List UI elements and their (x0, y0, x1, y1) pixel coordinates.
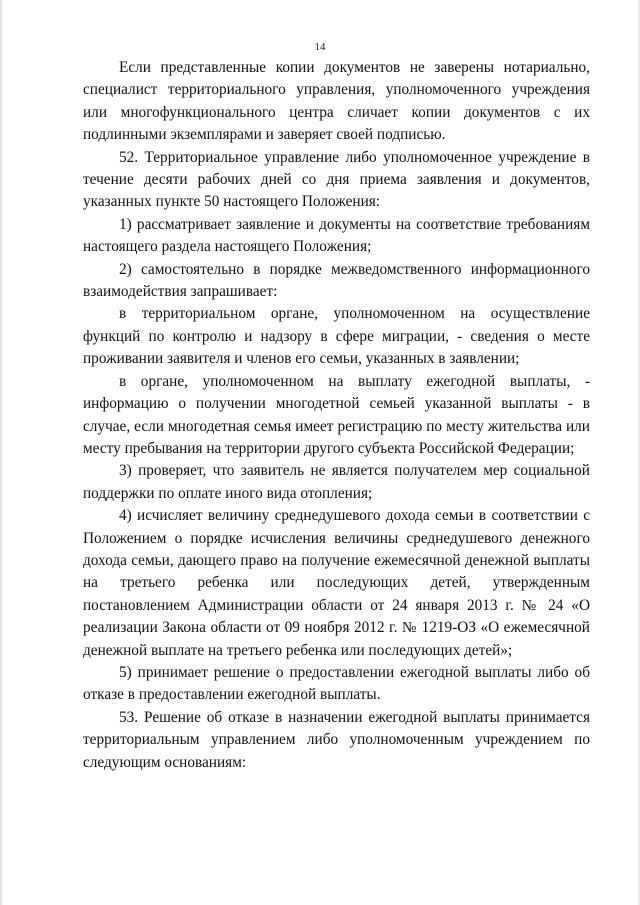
scan-edge-left (0, 0, 3, 905)
paragraph-52-item-4: 4) исчисляет величину среднедушевого дохода семьи в соответствии с Положением о порядке исчисления величины среднедушевого денежного дохода семьи, дающего право на получение ежемесячной денежной выплаты на третьего ребенка или последующих детей, утвержденным постановлением Администрации области от 24 января 2013 г. № 24 «О реализации Закона области от 09 ноября 2012 г. № 1219-ОЗ «О ежемесячной денежной выплате на третьего ребенка или последующих детей»; (83, 507, 590, 659)
paragraph-52-intro: 52. Территориальное управление либо уполномоченное учреждение в течение десяти рабочих дней со дня приема заявления и документов, указанных пункте 50 настоящего Положения: (83, 148, 590, 211)
paragraph-52-item-1: 1) рассматривает заявление и документы на соответствие требованиям настоящего раздела настоящего Положения; (83, 215, 590, 256)
paragraph-52-item-2: 2) самостоятельно в порядке межведомственного информационного взаимодействия запрашивает: (83, 260, 590, 301)
paragraph-copies-certification: Если представленные копии документов не заверены нотариально, специалист территориального управления, уполномоченного учреждения или многофункционального центра сличает копии документов с их подлинными экземплярами и заверяет своей подписью. (83, 59, 590, 144)
document-body (83, 57, 590, 774)
paragraph-52-item-5: 5) принимает решение о предоставлении ежегодной выплаты либо об отказе в предоставлении ежегодной выплаты. (83, 663, 590, 704)
page-number: 14 (314, 41, 326, 53)
paragraph-52-item-2-payment-body: в органе, уполномоченном на выплату ежегодной выплаты, - информацию о получении многодетной семьей указанной выплаты - в случае, если многодетная семья имеет регистрацию по месту жительства или месту пребывания на территории другого субъекта Российской Федерации; (83, 372, 590, 457)
paragraph-52-item-3: 3) проверяет, что заявитель не является получателем мер социальной поддержки по оплате иного вида отопления; (83, 462, 590, 502)
paragraph-53: 53. Решение об отказе в назначении ежегодной выплаты принимается территориальным управлением либо уполномоченным учреждением по следующим основаниям: (83, 708, 590, 771)
paragraph-52-item-2-migration: в территориальном органе, уполномоченном на осуществление функций по контролю и надзору в сфере миграции, - сведения о месте проживании заявителя и членов его семьи, указанных в заявлении; (83, 305, 590, 368)
